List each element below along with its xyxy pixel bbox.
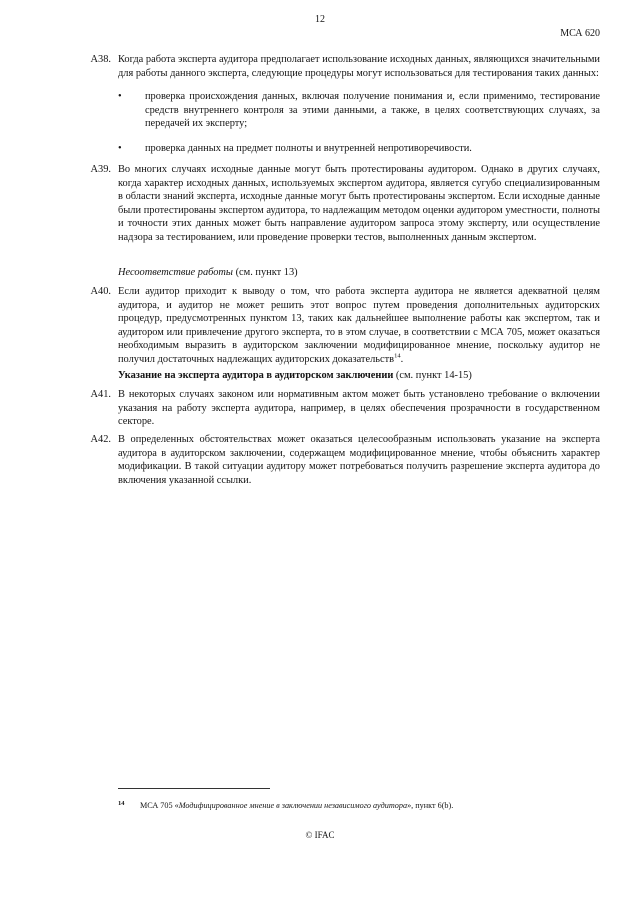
paragraph-number: A39. xyxy=(90,164,111,175)
paragraph-text: В некоторых случаях законом или нормативным актом может быть установлено требование о включении указания на работу эксперта аудитора, например, в целях обеспечения прозрачности в государственном секторе. xyxy=(118,389,600,428)
paragraph-a38 xyxy=(90,53,600,167)
paragraph-a40 xyxy=(90,285,600,367)
heading-title: Указание на эксперта аудитора в аудиторском заключении xyxy=(118,370,394,381)
footnote-title: Модифицированное мнение в заключении независимого аудитора xyxy=(178,801,408,810)
footnote-ref[interactable]: 14 xyxy=(394,352,401,360)
footnote-suffix: », пункт 6(b). xyxy=(407,801,454,810)
paragraph-end: . xyxy=(400,353,404,365)
list-item xyxy=(118,90,600,131)
paragraph-a42 xyxy=(90,433,600,487)
paragraph-a39 xyxy=(90,163,600,245)
bullet-list xyxy=(118,90,600,155)
bullet-icon: • xyxy=(118,142,122,154)
paragraph-text: В определенных обстоятельствах может оказаться целесообразным использовать указание на эксперта аудитора в аудиторском заключении, содержащем модифицированное мнение, чтобы объяснить характер модификации. В такой ситуации аудитору может потребоваться получить разрешение эксперта аудитора до включения указанной ссылки. xyxy=(118,434,600,486)
footnote-mark: 14 xyxy=(118,800,125,807)
paragraph-text: Когда работа эксперта аудитора предполагает использование исходных данных, являющихся значительными для работы данного эксперта, следующие процедуры могут использоваться для тестирования таких данных: xyxy=(118,54,600,79)
standard-code: МСА 620 xyxy=(560,28,600,39)
list-item-text: проверка происхождения данных, включая получение понимания и, если применимо, тестирование средств внутреннего контроля за этими данными, а также, в целях соответствующих случаях, за передачей их эксперту; xyxy=(145,91,600,130)
paragraph-number: A41. xyxy=(90,389,111,400)
page-number: 12 xyxy=(315,14,325,25)
section-heading-inadequate-work xyxy=(118,266,600,280)
footnote-prefix: МСА 705 « xyxy=(140,801,179,810)
heading-ref: (см. пункт 14-15) xyxy=(393,370,472,381)
bullet-icon: • xyxy=(118,91,122,103)
paragraph-text: Во многих случаях исходные данные могут быть протестированы аудитором. Однако в других случаях, когда характер исходных данных, используемых экспертом аудитора, является сугубо специализированным в области знаний эксперта, исходные данные могут быть протестированы экспертом. Если исходные данные были протестированы экспертом аудитора, то надлежащим методом оценки аудитором уместности, полноты и точности этих данных может быть направление аудитором запроса этому эксперту, или осуществление надзора за тестированием, или проведение проверки тестов, выполненных данным экспертом. xyxy=(118,164,600,243)
heading-title: Несоответствие работы xyxy=(118,267,233,278)
list-item xyxy=(118,142,600,156)
list-item-text: проверка данных на предмет полноты и внутренней непротиворечивости. xyxy=(145,142,472,154)
footnote-text xyxy=(140,800,453,811)
paragraph-number: A42. xyxy=(90,434,111,445)
paragraph-a41 xyxy=(90,388,600,429)
paragraph-number: A38. xyxy=(90,54,111,65)
footnote-divider xyxy=(118,788,270,789)
paragraph-number: A40. xyxy=(90,286,111,297)
paragraph-body: Если аудитор приходит к выводу о том, что работа эксперта аудитора не является адекватной целям аудитора, и аудитор не может решить этот вопрос путем проведения дополнительных аудиторских процедур, предусмотренных пунктом 13, таких как дальнейшее выполнение работы как экспертом, так и аудитором или привлечение другого эксперта, то в этом случае, в соответствии с МСА 705, может оказаться необходимым выразить в аудиторском заключении модифицированное мнение, поскольку аудитор не получил достаточных надлежащих аудиторских доказательств xyxy=(118,286,600,365)
footer-copyright: © IFAC xyxy=(305,830,335,840)
paragraph-text xyxy=(118,285,600,367)
section-heading-reference-in-report xyxy=(118,369,600,383)
heading-ref: (см. пункт 13) xyxy=(232,267,298,278)
